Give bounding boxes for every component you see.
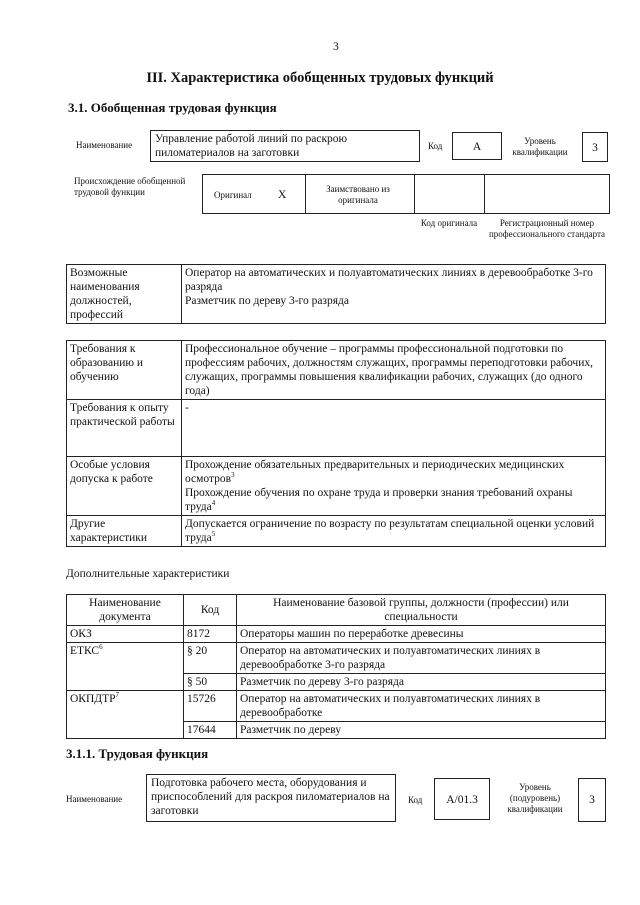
req-admission-line1: Прохождение обязательных предварительных и периодических медицинских осмотров bbox=[185, 459, 565, 485]
origin-code-label: Код оригинала bbox=[420, 218, 478, 228]
add-row-name: Оператор на автоматических и полуавтоматических линиях в деревообработке bbox=[237, 691, 606, 722]
additional-title: Дополнительные характеристики bbox=[66, 568, 230, 580]
origin-borrowed-label: Заимствовано из оригинала bbox=[326, 184, 390, 205]
req-admission-value bbox=[182, 457, 606, 516]
subsection-title: 3.1. Обобщенная трудовая функция bbox=[68, 100, 277, 115]
requirements-table bbox=[66, 340, 606, 547]
add-row-code: § 20 bbox=[184, 643, 237, 674]
add-row-code: § 50 bbox=[184, 674, 237, 691]
positions-label: Возможные наименования должностей, профессий bbox=[67, 265, 182, 324]
add-row-name: Разметчик по дереву bbox=[237, 722, 606, 739]
add-row-code: 15726 bbox=[184, 691, 237, 722]
tf-name-label: Наименование bbox=[66, 794, 123, 804]
table-row bbox=[67, 626, 606, 643]
req-experience-value: - bbox=[182, 400, 606, 457]
tf-level-box bbox=[578, 778, 606, 822]
add-header-doc: Наименование документа bbox=[67, 595, 184, 626]
add-row-doc: ЕТКС$^6$ bbox=[67, 643, 184, 691]
req-education-label: Требования к образованию и обучению bbox=[67, 341, 182, 400]
add-row-doc: ОКЗ bbox=[67, 626, 184, 643]
tf-name-box bbox=[146, 774, 396, 822]
tf-code-label: Код bbox=[408, 795, 423, 805]
gtf-code-value: А bbox=[472, 141, 482, 153]
add-row-doc: ОКПДТР$^7$ bbox=[67, 691, 184, 739]
req-education-value: Профессиональное обучение – программы профессиональной подготовки по профессиям рабочих, должностям служащих, программы переподготовки рабочих, служащих, программы повышения квалификации рабочих, служащих (до одного года) bbox=[182, 341, 606, 400]
section-title: III. Характеристика обобщенных трудовых функций bbox=[146, 70, 494, 86]
positions-table bbox=[66, 264, 606, 324]
origin-divider-3 bbox=[484, 174, 485, 214]
footnote-6: 6 bbox=[99, 643, 103, 652]
origin-original-label: Оригинал bbox=[214, 190, 252, 200]
req-admission-line2: Прохождение обучения по охране труда и проверки знания требований охраны труда bbox=[185, 487, 573, 513]
origin-divider-2 bbox=[414, 174, 415, 214]
add-row-code: 17644 bbox=[184, 722, 237, 739]
add-header-name: Наименование базовой группы, должности (профессии) или специальности bbox=[237, 595, 606, 626]
tf-level-value: 3 bbox=[589, 794, 595, 806]
positions-values bbox=[182, 265, 606, 324]
add-header-code: Код bbox=[184, 595, 237, 626]
gtf-level-value: 3 bbox=[592, 142, 598, 154]
req-other-label: Другие характеристики bbox=[67, 516, 182, 547]
origin-reg-label: Регистрационный номер профессионального стандарта bbox=[488, 218, 606, 239]
req-admission-label: Особые условия допуска к работе bbox=[67, 457, 182, 516]
page-number: 3 bbox=[333, 41, 339, 53]
add-row-code: 8172 bbox=[184, 626, 237, 643]
origin-label: Происхождение обобщенной трудовой функции bbox=[74, 176, 186, 197]
tf-level-label: Уровень (подуровень) квалификации bbox=[507, 782, 563, 814]
origin-divider-1 bbox=[305, 174, 306, 214]
tf-title: 3.1.1. Трудовая функция bbox=[66, 746, 209, 761]
gtf-level-box bbox=[582, 132, 608, 162]
gtf-level-label: Уровень квалификации bbox=[512, 136, 568, 157]
footnote-7: 7 bbox=[115, 691, 120, 700]
req-other-value: Допускается ограничение по возрасту по результатам специальной оценки условий труда$^5$ bbox=[182, 516, 606, 547]
gtf-code-box bbox=[452, 132, 502, 160]
gtf-name-box bbox=[150, 130, 420, 162]
gtf-name-label: Наименование bbox=[76, 140, 133, 150]
footnote-4: 4 bbox=[211, 499, 216, 508]
add-row-name: Операторы машин по переработке древесины bbox=[237, 626, 606, 643]
gtf-name-value: Управление работой линий по раскрою пиломатериалов на заготовки bbox=[155, 133, 348, 159]
positions-line1: Оператор на автоматических и полуавтоматических линиях в деревообработке 3-го разряда bbox=[185, 267, 593, 293]
tf-code-value: А/01.3 bbox=[446, 794, 478, 806]
tf-code-box bbox=[434, 778, 490, 820]
positions-line2: Разметчик по дереву 3-го разряда bbox=[185, 295, 349, 307]
footnote-3: 3 bbox=[231, 471, 235, 480]
table-row bbox=[67, 691, 606, 722]
req-experience-label: Требования к опыту практической работы bbox=[67, 400, 182, 457]
add-row-name: Разметчик по дереву 3-го разряда bbox=[237, 674, 606, 691]
add-row-name: Оператор на автоматических и полуавтоматических линиях в деревообработке 3-го разряда bbox=[237, 643, 606, 674]
footnote-5: 5 bbox=[211, 530, 216, 539]
table-row bbox=[67, 643, 606, 674]
additional-table bbox=[66, 594, 606, 739]
tf-name-value: Подготовка рабочего места, оборудования и приспособлений для раскроя пиломатериалов на заготовки bbox=[151, 777, 390, 817]
gtf-code-label: Код bbox=[428, 141, 443, 151]
origin-original-mark: Х bbox=[278, 189, 287, 201]
